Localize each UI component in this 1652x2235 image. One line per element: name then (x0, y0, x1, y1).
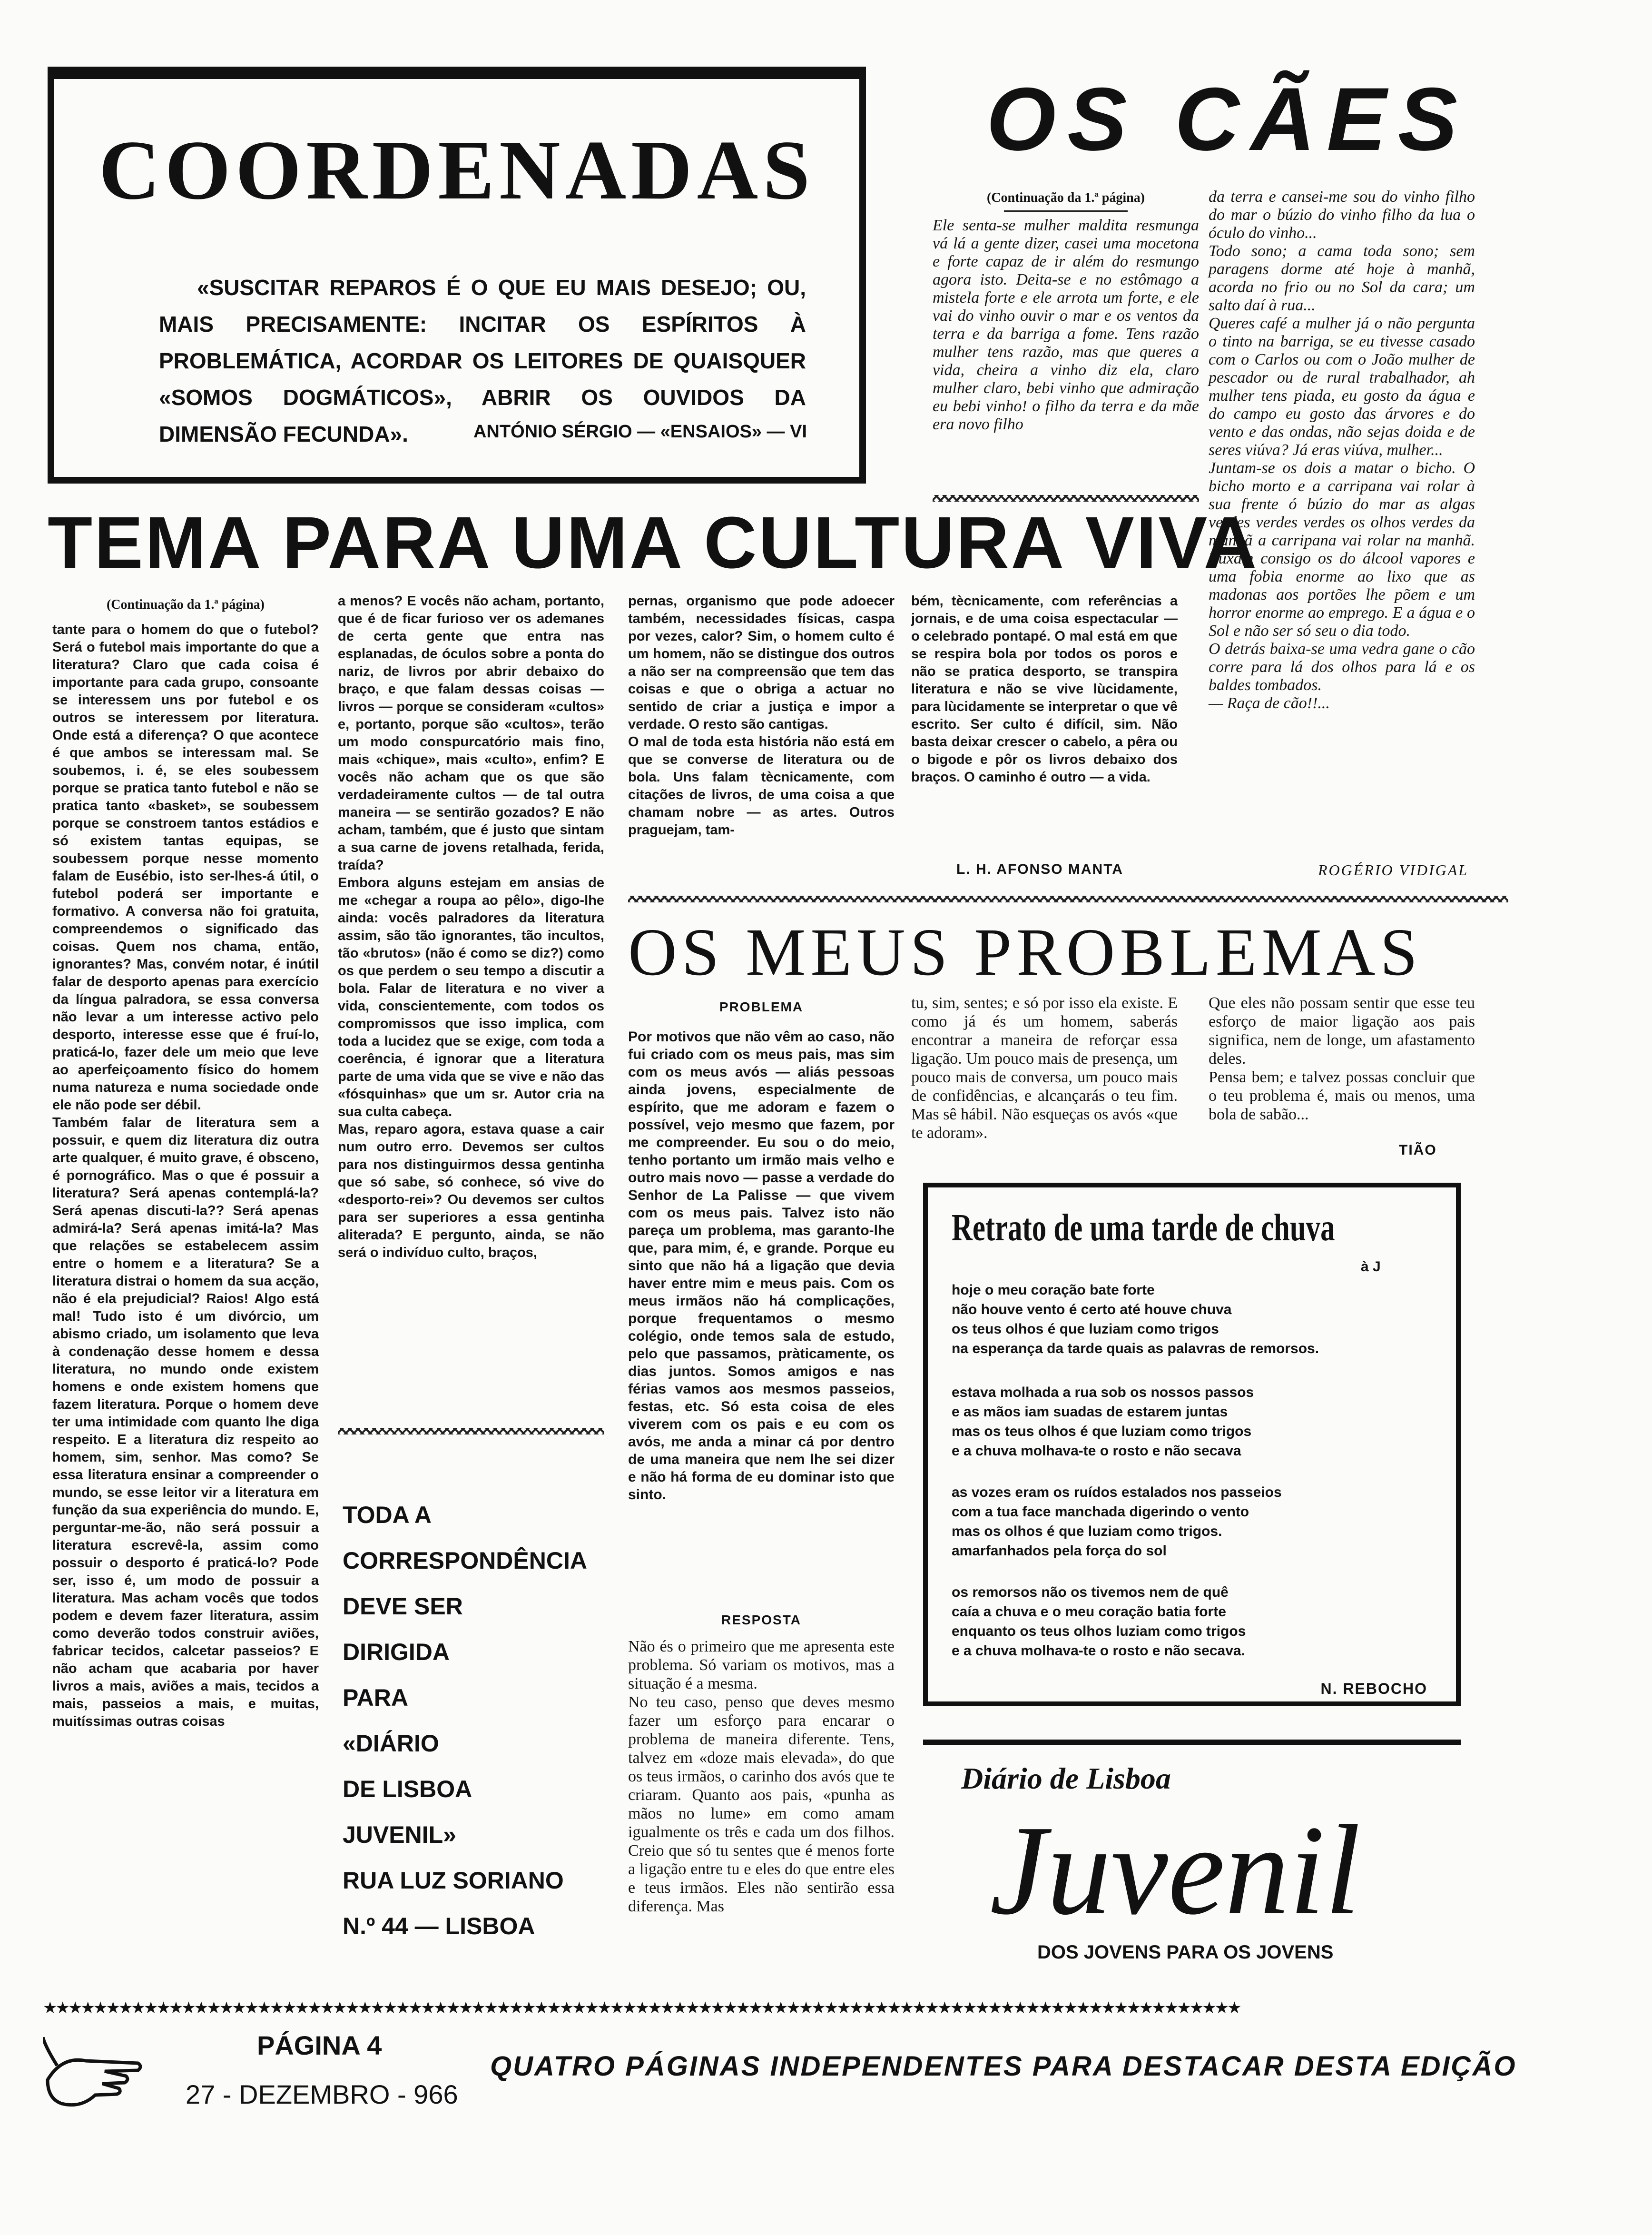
footer-date: 27 - DEZEMBRO - 966 (186, 2079, 458, 2109)
masthead-name: Juvenil (990, 1799, 1361, 1941)
masthead-rule (923, 1740, 1461, 1745)
problemas-col2: tu, sim, sentes; e só por isso ela existe. E como já és um homem, saberás encontrar a maneira de reforçar essa ligação. Um pouco mais de presença, um pouco mais de conversa, um pouco mais de confidências, e alcançarás o teu fim. Mas sê hábil. Não esqueças os avós «que te adoram». (911, 994, 1178, 1142)
tema-col2: a menos? E vocês não acham, portanto, que é de ficar furioso ver os ademanes de certa gente que entra nas esplanadas, de óculos sobre a ponta do nariz, de livros por abrir debaixo do braço, e que falam dessas coisas — livros — porque se consideram «cultos» e, portanto, porque são «cultos», terão um modo conspurcatório mais fino, mais «chique», mais «culto», enfim? E vocês não acham que os que são verdadeiramente cultos — de tal outra maneira — se sentirão gozados? E não acham, também, que é justo que sintam a sua carne de jovens retalhada, ferida, traída? Embora alguns estejam em ansias de me «chegar a roupa ao pêlo», digo-lhe ainda: vocês palradores da literatura assim, são tão ignorantes, tão incultos, tão «brutos» (não é como se diz?) como os que perdem o seu tempo a discutir a bola. Falar de literatura e no viver a vida, conscientemente, com todos os compromissos que isso implica, com toda a lucidez que se exige, com toda a coerência, é ignorar que a literatura parte de uma vida que se vive e não das «fósquinhas» que um sr. Autor cria na sua culta cabeça. Mas, reparo agora, estava quase a cair num outro erro. Devemos ser cultos para nos distinguirmos dessa gentinha que só sabe, só conhece, só vive do «desporto-rei»? Ou devemos ser cultos para ser superiores a essa gentinha aliterada? E pergunto, ainda, se não será o indivíduo culto, braços, (338, 593, 604, 1260)
problemas-problema-head: PROBLEMA (719, 999, 804, 1014)
footer-note: QUATRO PÁGINAS INDEPENDENTES PARA DESTACAR DESTA EDIÇÃO (490, 2051, 1517, 2082)
retrato-box (923, 1183, 1461, 1706)
correspondencia-line: DEVE SER (343, 1593, 463, 1620)
caes-title: OS CÃES (986, 69, 1469, 169)
correspondencia-line: DIRIGIDA (343, 1639, 450, 1665)
correspondencia-line: «DIÁRIO (343, 1730, 439, 1757)
problemas-resposta-head: RESPOSTA (721, 1612, 801, 1627)
coordenadas-quote: «SUSCITAR REPAROS É O QUE EU MAIS DESEJO; OU, MAIS PRECISAMENTE: INCITAR OS ESPÍRITOS À PROBLEMÁTICA, ACORDAR OS LEITORES DE QUAISQUER «SOMOS DOGMÁTICOS», ABRIR OS OUVIDOS DA DIMENSÃO FECUNDA». (159, 275, 806, 446)
retrato-stanza: os remorsos não os tivemos nem de quê caía a chuva e o meu coração batia forte enquanto os teus olhos luziam como trigos e a chuva molhava-te o rosto e não secava. (952, 1584, 1246, 1659)
tema-author: L. H. AFONSO MANTA (956, 861, 1123, 877)
masthead-top: Diário de Lisboa (961, 1761, 1171, 1795)
correspondencia-line: PARA (343, 1684, 408, 1711)
tema-title: TEMA PARA UMA CULTURA VIVA (48, 502, 1259, 583)
retrato-stanza: as vozes eram os ruídos estalados nos passeios com a tua face manchada digerindo o vento mas os olhos é que luziam como trigos. amarfanhados pela força do sol (952, 1484, 1282, 1559)
problemas-col1b: Não és o primeiro que me apresenta este problema. Só variam os motivos, mas a situação é a mesma. No teu caso, penso que deves mesmo fazer um esforço para encarar o problema de maneira diferente. Tens, talvez em «doze mais elevada», do que os teus irmãos, o carinho dos avós que te criaram. Quanto aos pais, «punha as mãos no lume» em como amam igualmente os três e cada um dos filhos. Creio que só tu sentes que é menos forte a ligação entre tu e eles do que entre eles e teus irmãos. Eles não sentirão essa diferença. Mas (628, 1638, 895, 1915)
separator-correspondencia (338, 1428, 604, 1434)
tema-col1: tante para o homem do que o futebol? Será o futebol mais importante do que a literatura? Claro que cada coisa é importante para cada grupo, consoante se interessem uns por futebol e os outros se interessem por literatura. Onde está a diferença? O que acontece é que ambos se interessam mal. Se soubemos, i. é, se eles soubessem porque se pratica tanto futebol e não se pratica tanto «basket», se soubessem porque se constroem tantos estádios e só existem tantas equipas, se soubessem porque nesse momento falam de Eusébio, isto ser-lhes-á útil, o futebol poderá ser importante e formativo. A conversa não foi gratuita, compreendemos o significado das coisas. Quem nos chama, então, ignorantes? Mas, convém notar, é inútil falar de desporto apenas para exercício da língua palradora, se essa conversa não levar a um interesse activo pelo desporto, interesse esse que é fruí-lo, praticá-lo, fazer dele um meio que leve ao aperfeiçoamento físico do homem numa natureza e numa sociedade onde ele não pode ser débil. Também falar de literatura sem a possuir, e quem diz literatura diz outra arte qualquer, é muito grave, é obsceno, é pornográfico. Mas o que é possuir a literatura? Será apenas contemplá-la? Será apenas discuti-la?? Será apenas admirá-la? Será apenas imitá-la? Mas que relações se estabelecem assim entre o homem e a literatura? Se a literatura distrai o homem da sua acção, não é ela prejudicial? Raios! Algo está mal! Tudo isto é um divórcio, um abismo criado, um isolamento que leva à condenação desse homem e dessa literatura, no mundo onde existem homens e onde existem homens que fazem literatura. Porque o homem deve ter uma intimidade com quanto lhe diga respeito. E a literatura diz respeito ao homem, sim, senhor. Mas como? Se essa literatura ensinar a compreender o mundo, se esse leitor vir a literatura em função da sua experiência do mundo. E, perguntar-me-ão, não será possuir a literatura escrevê-la, assim como possuir o desporto é praticá-lo? Pode ser, isso é, um modo de possuir a literatura. Mas acham vocês que todos podem e devem fazer literatura, assim como deverão todos construir aviões, fabricar tecidos, calcetar passeios? E não acham que acabaria por haver livros a mais, aviões a mais, tecidos a mais, passeios a mais, e muitas, muitíssimas outras coisas (52, 622, 319, 1729)
masthead-tagline: DOS JOVENS PARA OS JOVENS (1037, 1942, 1334, 1963)
caes-author: ROGÉRIO VIDIGAL (1318, 861, 1469, 879)
correspondencia-line: DE LISBOA (343, 1776, 472, 1802)
correspondencia-line: N.º 44 — LISBOA (343, 1913, 535, 1939)
tema-continuation: (Continuação da 1.ª página) (106, 597, 265, 612)
coordenadas-box (48, 67, 866, 484)
tema-col3: pernas, organismo que pode adoecer também, necessidades físicas, caspa por vezes, calor? Sim, o homem culto é um homem, não se distingue dos outros a não ser na compreensão que tem das coisas e que o obriga a actuar no sentido de criar a justiça e impor a verdade. O resto são cantigas. O mal de toda esta história não está em que se converse de literatura ou de bola. Uns falam tècnicamente, com citações de livros, de uma coisa a que chamam nobre — as artes. Outros praguejam, tam- (628, 593, 895, 838)
retrato-title: Retrato de uma tarde de chuva (952, 1207, 1335, 1249)
correspondencia-line: TODA A (343, 1502, 432, 1528)
problemas-title: OS MEUS PROBLEMAS (628, 914, 1423, 989)
correspondencia-line: RUA LUZ SORIANO (343, 1867, 564, 1894)
retrato-stanza: hoje o meu coração bate forte não houve vento é certo até houve chuva os teus olhos é que luziam como trigos na esperança da tarde quais as palavras de remorsos. (952, 1282, 1319, 1356)
correspondencia-line: CORRESPONDÊNCIA (343, 1547, 587, 1574)
pointing-hand-icon (43, 2037, 148, 2113)
correspondencia-line: JUVENIL» (343, 1821, 456, 1848)
retrato-stanza: estava molhada a rua sob os nossos passos e as mãos iam suadas de estarem juntas mas os teus olhos é que luziam como trigos e a chuva molhava-te o rosto e não secava (952, 1385, 1254, 1459)
retrato-author: N. REBOCHO (1320, 1680, 1427, 1697)
problemas-col1: Por motivos que não vêm ao caso, não fui criado com os meus pais, mas sim com os meus avós — aliás pessoas ainda jovens, especialmente de espírito, que me adoram e fazem o possível, vejo mesmo que fazem, por me compreender. Eu sou o do meio, tenho portanto um irmão mais velho e outro mais novo — passe a verdade do Senhor de La Palisse — que vivem com os meus pais. Talvez isto não pareça um problema, mas garanto-lhe que, para mim, é, e grande. Porque eu sinto que não há a ligação que devia haver entre mim e meus pais. Com os meus irmãos não há complicações, porque frequentamos o mesmo colégio, onde temos sala de estudo, pelo que passamos, pràticamente, os dias juntos. Somos amigos e nas férias vamos aos mesmos passeios, festas, etc. Só esta coisa de eles viverem com os pais e eu com os avós, me anda a minar cá por dentro de uma maneira que nem lhe sei dizer e não há forma de eu dominar isto que sinto. (628, 1029, 895, 1503)
correspondencia-block (343, 1492, 609, 1949)
caes-separator (933, 495, 1199, 502)
problemas-col3: Que eles não possam sentir que esse teu esforço de maior ligação aos pais significa, nem de longe, um afastamento deles. Pensa bem; e talvez possas concluir que o teu problema é, mais ou menos, uma bola de sabão... (1209, 994, 1475, 1123)
coordenadas-title: COORDENADAS (98, 123, 815, 217)
separator-mid (628, 896, 1508, 902)
caes-col1: Ele senta-se mulher maldita resmunga vá lá a gente dizer, casei uma mocetona e forte capaz de ir além do resmungo agora isto. Deita-se e no estômago a mistela forte e ele arrota um forte, e ele vai do vinho ouvir o mar e os ventos da terra e da barriga a fome. Tens razão mulher tens razão, mas que queres a vida, cheira a vinho diz ela, claro mulher claro, bebi vinho que admiração eu bebi vinho! o filho da terra e da mãe era novo filho (933, 217, 1199, 433)
retrato-dedication: à J (1361, 1259, 1381, 1275)
tema-col4: bém, tècnicamente, com referências a jornais, e de uma coisa espectacular — o celebrado pontapé. O mal está em que se respira bola por todos os poros e não se pratica desporto, se transpira literatura e não se vive lùcidamente, para lùcidamente se interpretar o que vê escrito. Ser culto é difícil, sim. Não basta deixar crescer o cabelo, a pêra ou o bigode e pôr os livros debaixo dos braços. O caminho é outro — a vida. (911, 593, 1178, 785)
footer-stars: ★★★★★★★★★★★★★★★★★★★★★★★★★★★★★★★★★★★★★★★★★★★★★★★★★★★★★★★★★★★★★★★★★★★★★★★★★★★★★★★★★★★★★★★★★★★★★★★ (43, 1999, 1240, 2017)
footer-page: PÁGINA 4 (257, 2030, 382, 2060)
coordenadas-attribution: ANTÓNIO SÉRGIO — «ENSAIOS» — VI (473, 422, 807, 442)
caes-continuation: (Continuação da 1.ª página) (986, 190, 1145, 205)
problemas-author: TIÃO (1399, 1142, 1437, 1158)
caes-col2: da terra e cansei-me sou do vinho filho do mar o búzio do vinho filho da lua o óculo do vinho... Todo sono; a cama toda sono; sem paragens dorme até hoje à manhã, acorda no frio ou no Sol da cara; um salto daí à rua... Queres café a mulher já o não pergunta o tinto na barriga, se eu tivesse casado com o Carlos ou com o João mulher de pescador ou de rural trabalhador, ah mulher tens piada, eu gosto da água e do campo eu gosto das árvores e do vento e das ondas, não sejas doida e de seres viúva? Já eras viúva, mulher... Juntam-se os dois a matar o bicho. O bicho morto e a carripana vai rolar à sua frente ó búzio do mar as algas verdes verdes verdes os olhos verdes da manhã a carripana vai rolar na manhã. Puxam consigo os do álcool vapores e uma fobia enorme ao lixo que as madonas aos portões lhe põem e um horror enorme ao emprego. E a água e o Sol e não ser só seu o dia todo. O detrás baixa-se uma vedra gane o cão corre para lá dos olhos para lá e os baldes tombados. — Raça de cão!!... (1209, 188, 1475, 712)
caes-divider (1004, 210, 1128, 212)
